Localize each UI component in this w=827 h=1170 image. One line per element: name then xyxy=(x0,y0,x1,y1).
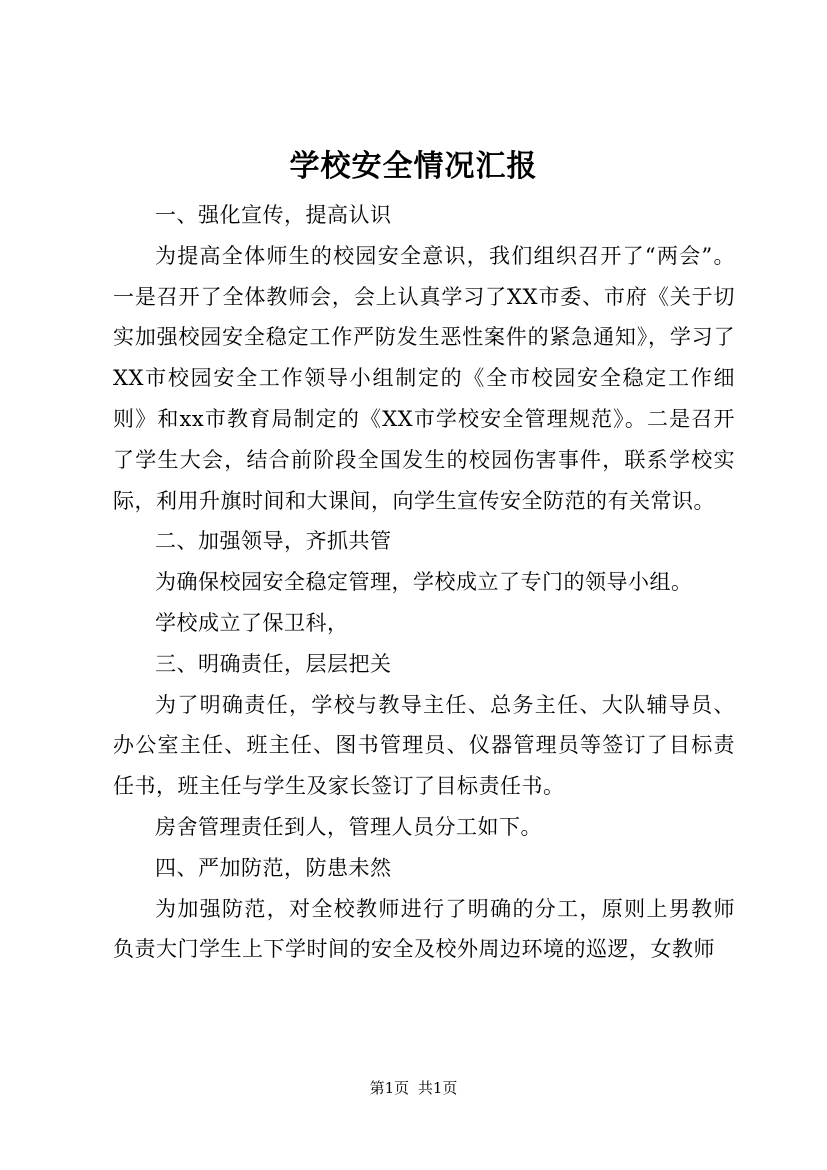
paragraph-3: 学校成立了保卫科， xyxy=(155,610,349,635)
document-title: 学校安全情况汇报 xyxy=(289,149,538,184)
section-heading-1: 一、强化宣传，提高认识 xyxy=(155,203,392,227)
section-heading-2: 二、加强领导，齐抓共管 xyxy=(155,529,392,554)
paragraph-5: 房舍管理责任到人，管理人员分工如下。 xyxy=(155,814,542,839)
section-heading-4: 四、严加防范，防患未然 xyxy=(155,855,392,880)
page-number: 第1页 xyxy=(369,1079,410,1097)
paragraph-1: 为提高全体师生的校园安全意识，我们组织召开了“两会”。一是召开了全体教师会，会上认真学习了XX市委、市府《关于切实加强校园安全稳定工作严防发生恶性案件的紧急通知》，学习了XX市校园安全工作领导小组制定的《全市校园安全稳定工作细则》和xx市教育局制定的《XX市学校安全管理规范》。二是召开了学生大会，结合前阶段全国发生的校园伤害事件，联系学校实际，利用升旗时间和大课间，向学生宣传安全防范的有关常识。 xyxy=(113,243,735,513)
paragraph-4: 为了明确责任，学校与教导主任、总务主任、大队辅导员、办公室主任、班主任、图书管理员、仪器管理员等签订了目标责任书，班主任与学生及家长签订了目标责任书。 xyxy=(113,692,735,799)
paragraph-6: 为加强防范，对全校教师进行了明确的分工，原则上男教师负责大门学生上下学时间的安全及校外周边环境的巡逻，女教师 xyxy=(113,896,735,962)
document-body xyxy=(113,195,735,970)
page-footer xyxy=(0,1078,827,1098)
paragraph-2: 为确保校园安全稳定管理，学校成立了专门的领导小组。 xyxy=(155,570,693,595)
page-total: 共1页 xyxy=(417,1079,458,1097)
section-heading-3: 三、明确责任，层层把关 xyxy=(155,651,392,676)
